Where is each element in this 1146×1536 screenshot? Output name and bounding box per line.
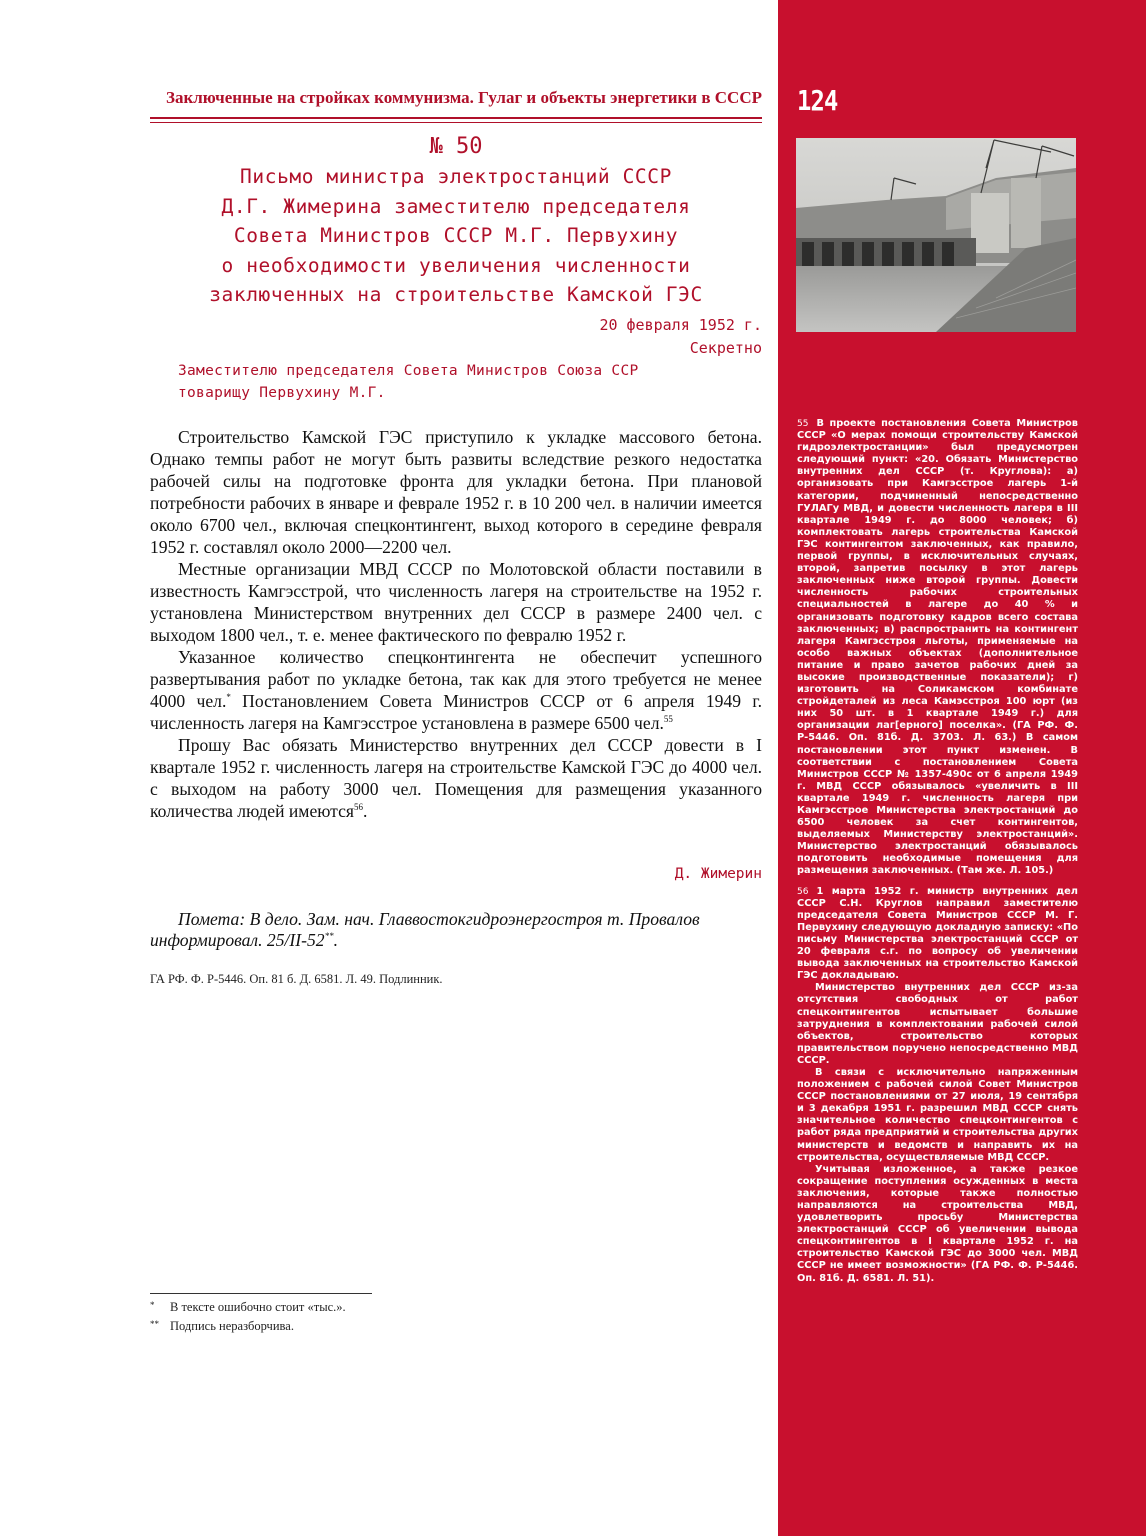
annotation-note: Помета: В дело. Зам. нач. Главвостокгидроэнергостроя т. Провалов bbox=[178, 909, 700, 929]
archive-source: ГА РФ. Ф. Р-5446. Оп. 81 б. Д. 6581. Л. 49. Подлинник. bbox=[150, 972, 443, 986]
endnote-number: 55 bbox=[797, 419, 809, 429]
running-title: Заключенные на стройках коммунизма. Гулаг и объекты энергетики в СССР bbox=[166, 88, 762, 107]
signature: Д. Жимерин bbox=[674, 866, 762, 882]
title-line: Письмо министра электростанций СССР bbox=[240, 165, 672, 188]
letter-body bbox=[150, 426, 762, 822]
classification-stamp: Секретно bbox=[689, 339, 762, 357]
paragraph-end: . bbox=[362, 801, 368, 821]
footnote-ref[interactable]: ** bbox=[324, 931, 334, 942]
addressee-line: товарищу Первухину М.Г. bbox=[178, 385, 386, 401]
endnote-spacer bbox=[797, 878, 1078, 886]
endnote-56-paragraph: Учитывая изложенное, а также резкое сокращение поступления осужденных в места заключения, которые также полностью направляются на строительства МВД, удовлетворить просьбу Министерства электростанций СССР об увеличении вывода спецконтингентов в I квартале 1952 г. на строительство Камской ГЭС до 3000 чел. МВД СССР не имеет возможности» (ГА РФ. Ф. Р-5446. Оп. 81б. Д. 6581. Л. 51). bbox=[797, 1163, 1078, 1284]
paragraph-text: Постановлением Совета Министров СССР от 6 апреля 1949 г. численность лагеря на Камгэсстрое установлена в размере 6500 чел. bbox=[150, 691, 762, 733]
title-line: заключенных на строительстве Камской ГЭС bbox=[209, 283, 703, 306]
paragraph: Строительство Камской ГЭС приступило к укладке массового бетона. Однако темпы работ не могут быть развиты вследствие резкого недостатка рабочей силы на подготовке фронта для укладки бетона. При плановой потребности рабочих в январе и феврале 1952 г. в 10 200 чел. в наличии имеется около 6700 чел., включая спецконтингент, выход которого в середине февраля 1952 г. составлял около 2000—2200 чел. bbox=[150, 427, 762, 557]
paragraph-text: Указанное количество спецконтингента не обеспечит успешного развертывания работ по укладке бетона, так как для этого требуется не менее 4000 чел. bbox=[150, 647, 762, 711]
endnote-number: 56 bbox=[797, 886, 809, 897]
addressee-line: Заместителю председателя Совета Министров Союза ССР bbox=[178, 363, 639, 379]
endnote-55 bbox=[797, 418, 1078, 878]
paragraph-text: Прошу Вас обязать Министерство внутренних дел СССР довести в I квартале 1952 г. численность лагеря на строительстве Камской ГЭС до 4000 чел. с выходом на работу 3000 чел. Помещения для размещения указанного количества людей имеются bbox=[150, 735, 762, 821]
footnote-text: Подпись неразборчива. bbox=[170, 1319, 294, 1333]
photo-illustration bbox=[796, 138, 1076, 332]
page-number: 124 bbox=[797, 84, 838, 117]
document-title bbox=[150, 162, 762, 310]
note-text: информировал. 25/II-52 bbox=[150, 930, 325, 950]
footnote-ref[interactable]: * bbox=[226, 692, 231, 703]
endnote-56-paragraph: Министерство внутренних дел СССР из-за отсутствия свободных от работ спецконтингентов испытывает большие затруднения в комплектовании рабочей силой объектов, строительство которых правительством поручено непосредственно МВД СССР. bbox=[797, 982, 1078, 1066]
footnote-mark: ** bbox=[150, 1319, 159, 1329]
addressee bbox=[178, 360, 778, 404]
paragraph: Местные организации МВД СССР по Молотовской области поставили в известность Камгэсстрой, что численность лагеря на строительстве на 1952 г. установлена Министерством внутренних дел СССР в размере 2400 чел. с выходом 1800 чел., т. е. менее фактического по февралю 1952 г. bbox=[150, 559, 762, 645]
endnote-text: 1 марта 1952 г. министр внутренних дел СССР С.Н. Круглов направил заместителю председателя Совета Министров СССР М. Г. Первухину следующую докладную записку: «По письму Министерства электростанций СССР от 20 февраля с.г. по вопросу об увеличении вывода заключенных на строительство Камской ГЭС докладываю. bbox=[797, 885, 1078, 982]
endnote-ref[interactable]: 55 bbox=[663, 714, 673, 725]
footnote-rule bbox=[150, 1293, 372, 1294]
endnote-56 bbox=[797, 886, 1078, 983]
title-line: Д.Г. Жимерина заместителю председателя bbox=[221, 194, 691, 218]
endnote-ref[interactable]: 56 bbox=[353, 802, 363, 813]
dam-construction-photo bbox=[796, 138, 1076, 332]
footnote-text: В тексте ошибочно стоит «тыс.». bbox=[170, 1300, 346, 1314]
paragraph bbox=[150, 734, 762, 822]
footnote-mark: * bbox=[150, 1300, 155, 1310]
title-line: Совета Министров СССР М.Г. Первухину bbox=[233, 224, 679, 247]
endnote-56-paragraph: В связи с исключительно напряженным положением с рабочей силой Совет Министров СССР постановлениями от 27 июля, 19 сентября и 3 декабря 1951 г. разрешил МВД СССР снять значительное количество спецконтингентов с работ ряда предприятий и строительства других министерств и ведомств и направить их на строительства, осуществляемые МВД СССР. bbox=[797, 1066, 1078, 1163]
endnotes-column bbox=[797, 418, 1078, 1285]
footnote bbox=[150, 1300, 346, 1315]
document-number: № 50 bbox=[429, 134, 483, 159]
footnote bbox=[150, 1319, 294, 1334]
paragraph bbox=[150, 646, 762, 734]
endnote-text: В проекте постановления Совета Министров СССР «О мерах помощи строительству Камской гидроэлектростанции» был предусмотрен следующий пункт: «20. Обязать Министерство внутренних дел СССР (т. Круглова): а) организовать при Камгэсстрое лагерь 1-й категории, подчиненный непосредственно ГУЛАГу МВД, и довести численность лагеря в III квартале 1949 г. до 8000 человек; б) комплектовать лагерь строительства Камской ГЭС контингентом заключенных, как правило, первой группы, в исключительных случаях, второй, запретив посылку в этот лагерь заключенных ниже второй группы. Довести численность рабочих строительных специальностей в лагере до 40 % и организовать подготовку кадров всего состава заключенных; в) распространить на контингент лагеря Камгэсстроя льготы, применяемые на особо важных объектах (дополнительное питание и право зачетов рабочих дней за высокие производственные показатели); г) изготовить на Соликамском комбинате стройдеталей из леса Камэсстроя 100 юрт (из них 50 шт. в 1 квартале 1949 г.) для организации лаг[ерного] поселка». (ГА РФ. Ф. Р-5446. Оп. 81б. Д. 3703. Л. 63.) В самом постановлении этот пункт изменен. В соответствии с постановлением Совета Министров СССР № 1357-490с от 6 апреля 1949 г. МВД СССР обязывалось «увеличить в III квартале 1949 г. численность лагеря при Камгэсстрое Министерства электростанций до 6500 человек за счет контингентов, выделяемых Министерству электростанций». Министерство электростанций обязывалось подготовить необходимые помещения для размещения заключенных. (Там же. Л. 105.) bbox=[797, 418, 1078, 877]
header-rule-thin bbox=[150, 122, 762, 123]
document-date: 20 февраля 1952 г. bbox=[599, 316, 762, 334]
header-rule bbox=[150, 117, 762, 119]
annotation-note-cont bbox=[150, 930, 338, 951]
note-end: . bbox=[333, 930, 338, 950]
title-line: о необходимости увеличения численности bbox=[221, 253, 691, 277]
